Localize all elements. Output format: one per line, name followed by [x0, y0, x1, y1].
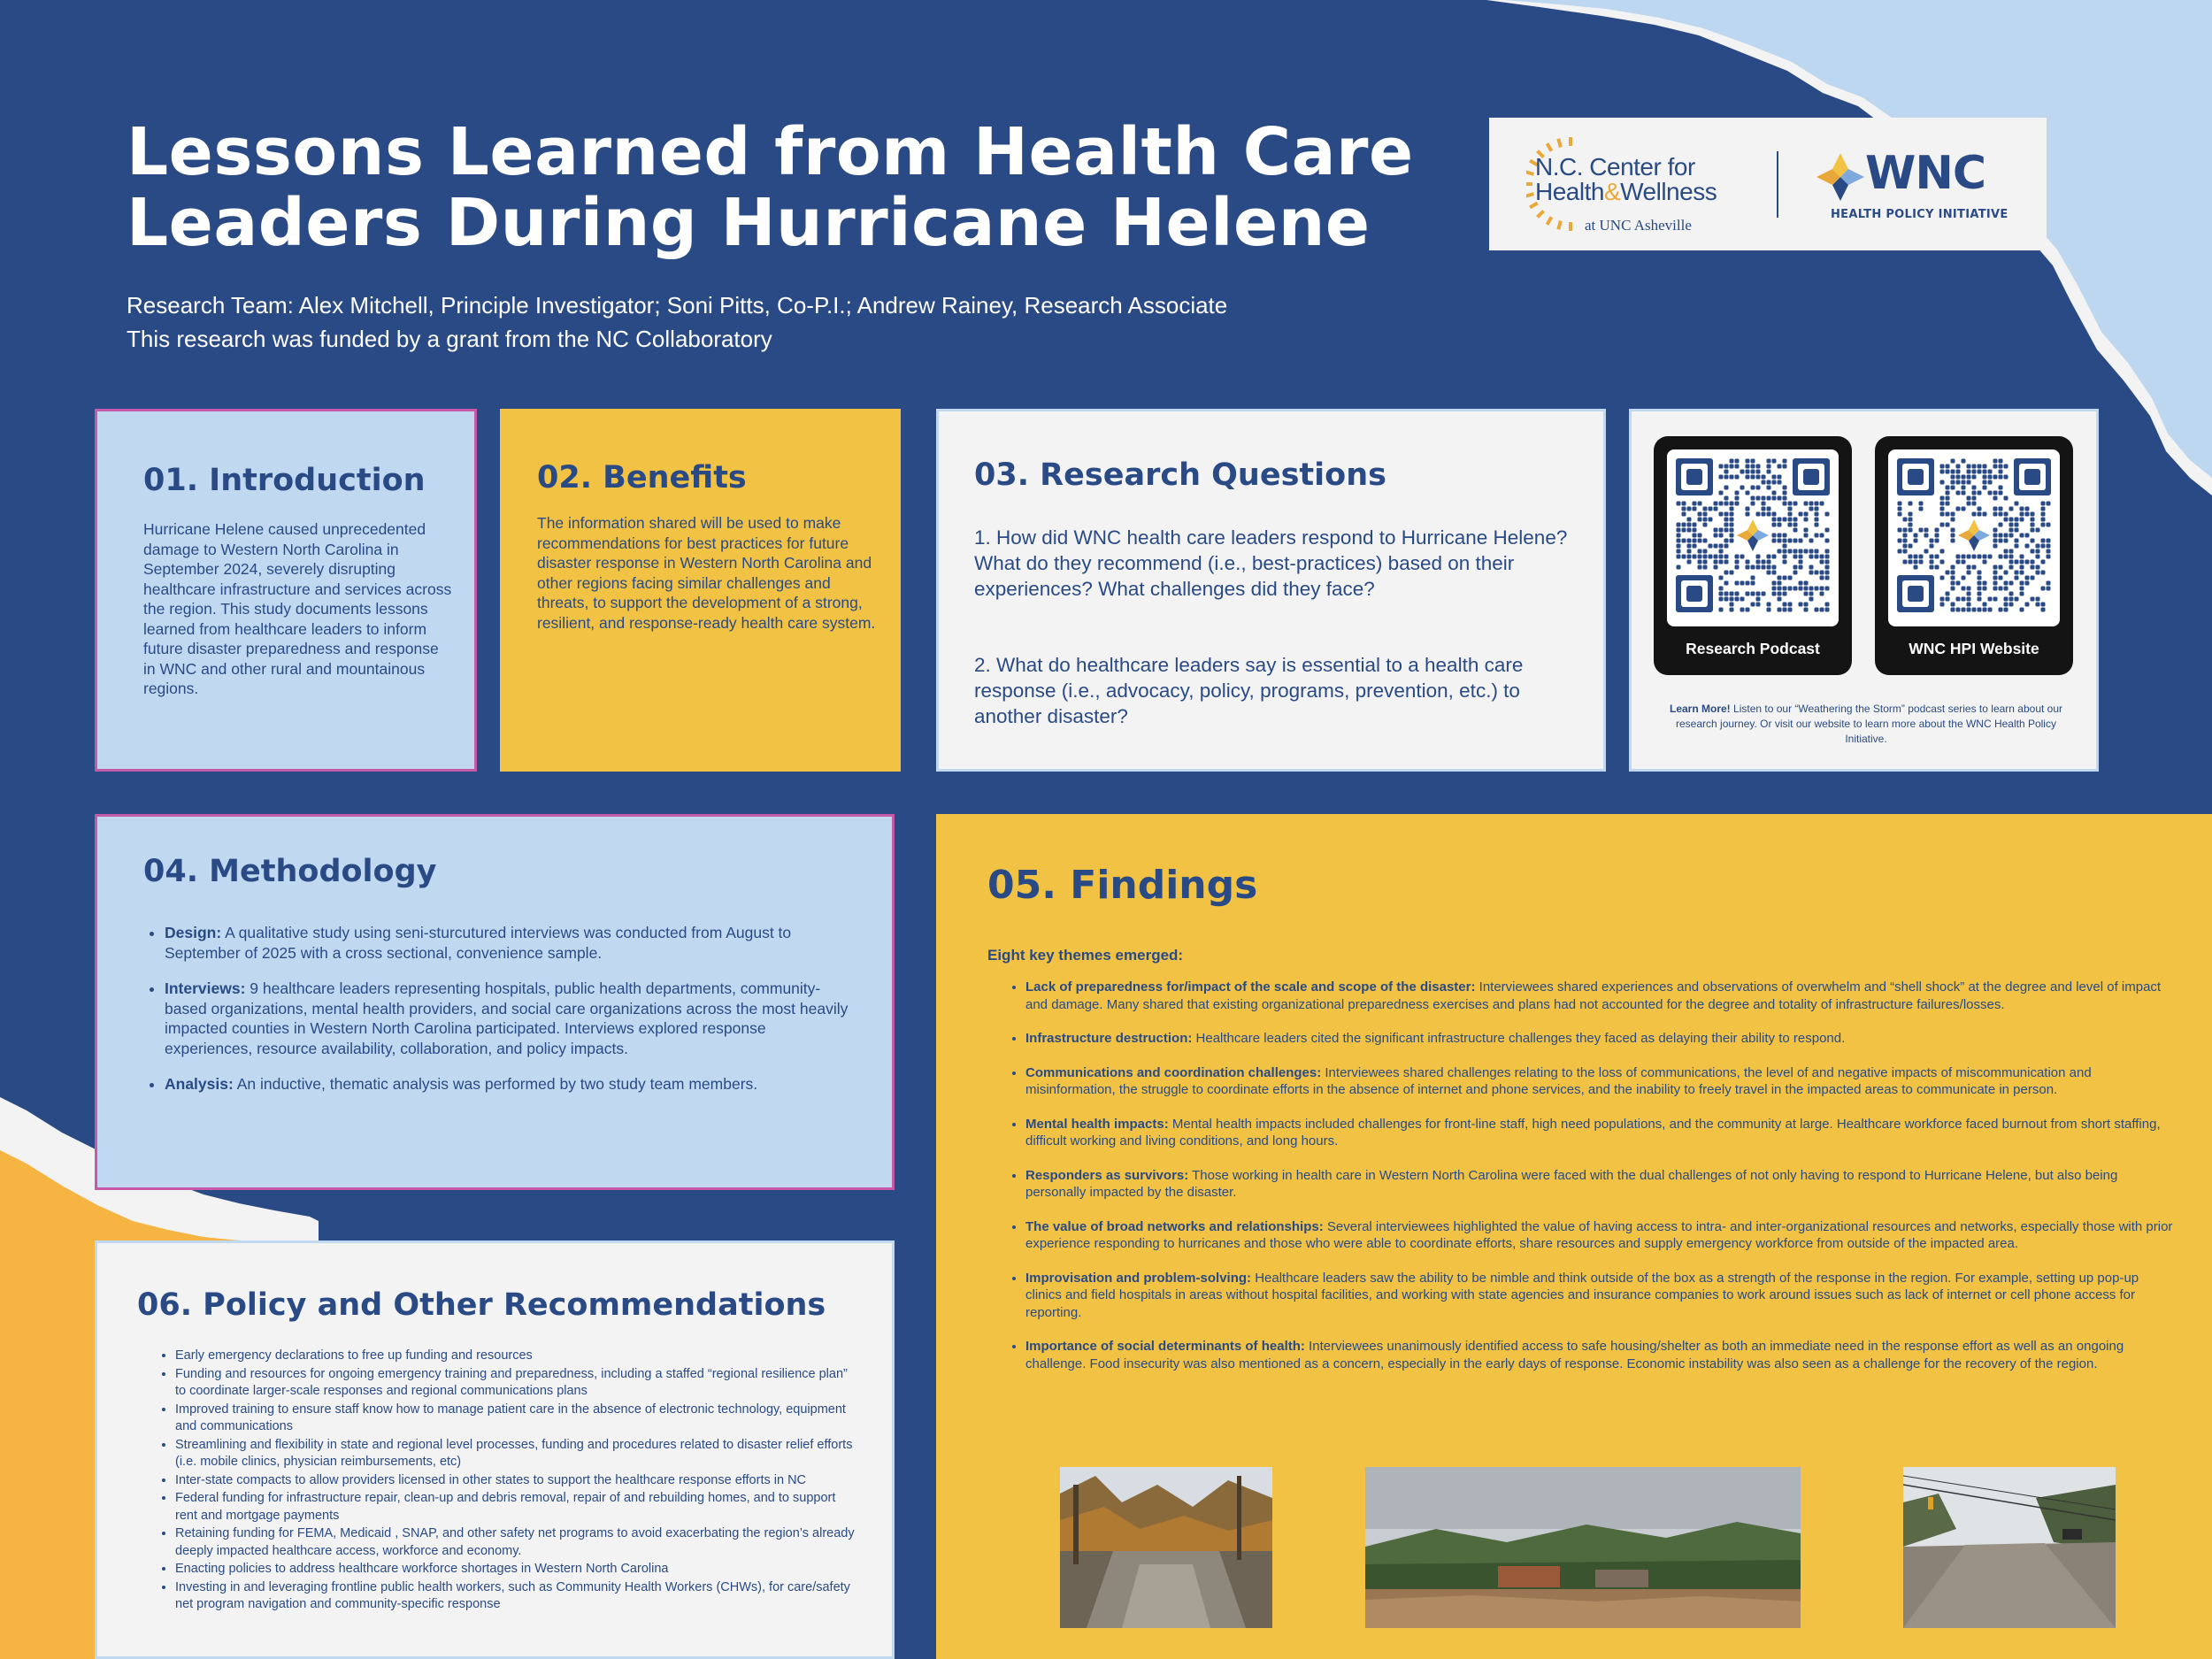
list-item	[1025, 979, 2175, 1013]
research-team: Research Team: Alex Mitchell, Principle Investigator; Soni Pitts, Co-P.I.; Andrew Rainey, Research Associate	[127, 292, 1228, 319]
methodology-card	[95, 814, 895, 1190]
item-label: Analysis:	[165, 1075, 234, 1093]
findings-intro: Eight key themes emerged:	[987, 947, 1184, 964]
nc-wellness-text: Wellness	[1620, 178, 1717, 205]
list-item: • Federal funding for infrastructure repair, clean-up and debris removal, repair of and rebuilding homes, and to support rent and mortgage payments	[175, 1490, 860, 1525]
research-questions-card	[936, 409, 1606, 772]
research-question-2: 2. What do healthcare leaders say is essential to a health care response (i.e., advocacy, policy, programs, prevention, etc.) to another disaster?	[974, 654, 1524, 727]
photo-flooded-road	[1903, 1467, 2116, 1628]
poster-title	[127, 114, 1436, 261]
list-item: • Streamlining and flexibility in state and regional level processes, funding and procedures related to disaster relief efforts (i.e. mobile clinics, physician reimbursements, etc)	[175, 1437, 860, 1471]
list-item	[1025, 1030, 2175, 1048]
list-item: • Enacting policies to address healthcare workforce shortages in Western North Carolina	[175, 1561, 860, 1578]
benefits-card	[500, 409, 901, 772]
list-item	[165, 1074, 851, 1094]
policy-card	[95, 1240, 895, 1659]
list-item	[1025, 1218, 2175, 1253]
podcast-qr-label: Research Podcast	[1686, 640, 1820, 657]
list-item: • Early emergency declarations to free up funding and resources	[175, 1348, 860, 1365]
list-item: • Retaining funding for FEMA, Medicaid , SNAP, and other safety net programs to avoid exacerbating the region’s already deeply impacted healthcare access, workforce and economy.	[175, 1525, 860, 1560]
findings-heading: 05. Findings	[987, 863, 1258, 908]
policy-list	[161, 1348, 860, 1615]
learn-more-note	[1658, 702, 2074, 747]
item-text: Healthcare leaders cited the significant infrastructure challenges they faced as delaying their ability to respond.	[1192, 1031, 1846, 1046]
list-item	[1025, 1167, 2175, 1202]
photo-damaged-creek	[1060, 1467, 1272, 1628]
item-text: Interviewees shared challenges relating to the loss of communications, the level of and negative impacts of miscommunication and misinformation, the struggle to coordinate efforts in the absence of internet and phone services, and the inability to freely travel in the impacted areas to communicate in person.	[1025, 1064, 2092, 1097]
wnc-star-icon	[1813, 150, 1868, 204]
item-text: Those working in health care in Western North Carolina were faced with the dual challenges of not only having to respond to Hurricane Helene, but also being personally impacted by the disaster.	[1025, 1167, 2118, 1200]
list-item	[1025, 1338, 2175, 1372]
subtitle-block	[127, 288, 1507, 356]
item-label: Interviews:	[165, 979, 246, 997]
list-item	[1025, 1116, 2175, 1150]
nc-center-line-2	[1535, 180, 1717, 204]
item-text: Healthcare leaders saw the ability to be nimble and think outside of the box as a strength of the response in the region. For example, setting up pop-up clinics and field hospitals in areas without hospital facilities, and working with state agencies and insurance companies to work around issues such as lack of internet or cell phone access for reporting.	[1025, 1270, 2139, 1320]
nc-amp-text: &	[1603, 178, 1621, 205]
item-label: Mental health impacts:	[1025, 1116, 1169, 1132]
item-label: Responders as survivors:	[1025, 1167, 1189, 1183]
wnc-wordmark: WNC	[1865, 147, 1986, 200]
item-text: 9 healthcare leaders representing hospitals, public health departments, community-based organizations, mental health providers, and social care organizations across the most heavily impacted counties in Western North Carolina participated. Interviews explored response experiences, resource availability, collaboration, and policy impacts.	[165, 979, 849, 1057]
list-item	[1025, 1064, 2175, 1099]
findings-card	[936, 814, 2212, 1659]
title-line-1: Lessons Learned from Health Care	[127, 114, 1414, 190]
item-text: Interviewees unanimously identified access to safe housing/shelter as both an immediate need in the response effort as well as an ongoing challenge. Food insecurity was also mentioned as a concern, especially in the early days of response. Economic instability was also seen as a challenge for the recovery of the region.	[1025, 1339, 2124, 1371]
qr-code-card	[1629, 409, 2099, 772]
website-qr-tile[interactable]	[1875, 436, 2073, 675]
item-label: Improvisation and problem-solving:	[1025, 1270, 1252, 1286]
website-qr-code[interactable]	[1888, 449, 2060, 626]
item-text: Interviewees shared experiences and observations of overwhelm and “shell shock” at the degree and level of impact and damage. Many shared that existing organizational preparedness exercises and plans had not accounted for the degree and totality of infrastructure failures/losses.	[1025, 979, 2162, 1012]
list-item: • Investing in and leveraging frontline public health workers, such as Community Health Workers (CHWs), for care/safety net program navigation and community-specific response	[175, 1579, 860, 1614]
qr-code-icon	[1897, 458, 2051, 618]
item-label: Importance of social determinants of health:	[1025, 1339, 1305, 1354]
item-text: An inductive, thematic analysis was performed by two study team members.	[233, 1075, 758, 1093]
list-item: • Funding and resources for ongoing emergency training and preparedness, including a staffed “regional resilience plan” to coordinate larger-scale responses and regional communications plans	[175, 1366, 860, 1401]
research-question-1: 1. How did WNC health care leaders respond to Hurricane Helene? What do they recommend (i.e., best-practices) based on their experiences? What challenges did they face?	[974, 526, 1568, 600]
title-line-2: Leaders During Hurricane Helene	[127, 185, 1371, 261]
item-label: Design:	[165, 924, 222, 941]
item-label: Infrastructure destruction:	[1025, 1031, 1193, 1046]
benefits-heading: 02. Benefits	[537, 460, 747, 495]
learn-more-text: Listen to our “Weathering the Storm” podcast series to learn about our research journey. Or visit our website to learn more about the WNC Health Policy Initiative.	[1676, 703, 2062, 745]
logo-panel	[1489, 118, 2047, 250]
nc-center-line-1: N.C. Center for	[1535, 153, 1695, 180]
podcast-qr-code[interactable]	[1667, 449, 1839, 626]
methodology-heading: 04. Methodology	[143, 854, 437, 889]
unc-asheville-text: at UNC Asheville	[1585, 217, 1692, 234]
nc-health-text: Health	[1535, 178, 1604, 205]
item-text: Several interviewees highlighted the value of having access to intra- and inter-organizational resources and networks, especially those with prior experience responding to hurricanes and those who were able to coordinate efforts, share resources and supply emergency workforce from outside of the impacted area.	[1025, 1218, 2173, 1251]
introduction-card	[95, 409, 477, 772]
item-text: Mental health impacts included challenges for front-line staff, high need populations, and the community at large. Healthcare workforce faced burnout from short staffing, difficult working and living conditions, and long hours.	[1025, 1116, 2161, 1148]
introduction-heading: 01. Introduction	[143, 463, 426, 498]
list-item	[165, 923, 851, 963]
list-item: • Inter-state compacts to allow providers licensed in other states to support the healthcare response efforts in NC	[175, 1472, 860, 1490]
item-label: Lack of preparedness for/impact of the scale and scope of the disaster:	[1025, 979, 1476, 995]
policy-heading: 06. Policy and Other Recommendations	[137, 1287, 826, 1323]
research-questions-heading: 03. Research Questions	[974, 457, 1386, 493]
qr-code-icon	[1676, 458, 1830, 618]
photo-flooded-town	[1365, 1467, 1801, 1628]
podcast-qr-tile[interactable]	[1654, 436, 1852, 675]
item-label: Communications and coordination challenges:	[1025, 1064, 1322, 1080]
learn-more-label: Learn More!	[1670, 703, 1731, 715]
item-text: A qualitative study using seni-sturcutured interviews was conducted from August to September of 2025 with a cross sectional, convenience sample.	[165, 924, 792, 962]
logo-divider	[1777, 151, 1778, 218]
methodology-list	[143, 923, 851, 1110]
list-item: • Improved training to ensure staff know how to manage patient care in the absence of electronic technology, equipment and communications	[175, 1402, 860, 1436]
nc-center-wordmark	[1535, 155, 1717, 204]
website-qr-label: WNC HPI Website	[1909, 640, 2039, 657]
list-item	[1025, 1270, 2175, 1322]
item-label: The value of broad networks and relationships:	[1025, 1218, 1324, 1234]
benefits-body: The information shared will be used to make recommendations for best practices for future disaster response in Western North Carolina and other regions facing similar challenges and threats, to support the development of a strong, resilient, and response-ready health care system.	[537, 514, 876, 632]
list-item	[165, 979, 851, 1058]
introduction-body: Hurricane Helene caused unprecedented damage to Western North Carolina in September 2024, severely disrupting healthcare infrastructure and services across the region. This study documents lessons learned from healthcare leaders to inform future disaster preparedness and response in WNC and other rural and mountainous regions.	[143, 520, 452, 697]
findings-list	[1011, 979, 2175, 1389]
wnc-subtitle: HEALTH POLICY INITIATIVE	[1831, 208, 2008, 221]
funding-note: This research was funded by a grant from the NC Collaboratory	[127, 326, 772, 352]
